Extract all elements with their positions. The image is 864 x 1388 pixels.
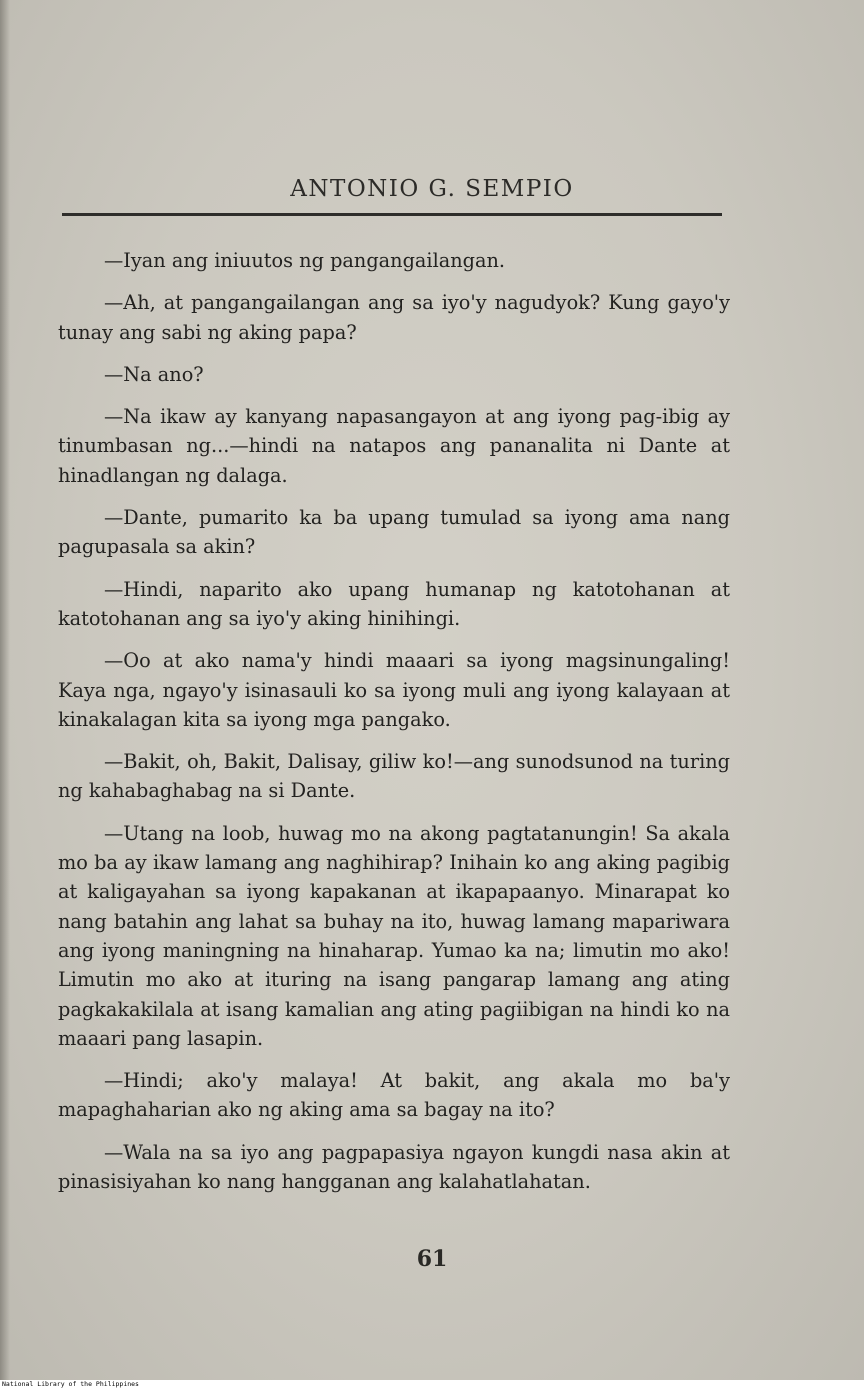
paragraph: —Dante, pumarito ka ba upang tumulad sa iyong ama nang pagupasala sa akin? <box>58 506 730 559</box>
header-rule <box>62 213 722 216</box>
body-text <box>58 246 730 1209</box>
paragraph: —Bakit, oh, Bakit, Dalisay, giliw ko!—ang sunodsunod na turing ng kahabaghabag na si Dante. <box>58 750 730 803</box>
paragraph: —Na ikaw ay kanyang napasangayon at ang iyong pag-ibig ay tinumbasan ng...—hindi na natapos ang pananalita ni Dante at hinadlangan ng dalaga. <box>58 405 730 487</box>
page-edge-shadow <box>0 0 10 1380</box>
running-head: ANTONIO G. SEMPIO <box>290 176 574 202</box>
paragraph: —Utang na loob, huwag mo na akong pagtatanungin! Sa akala mo ba ay ikaw lamang ang naghihirap? Inihain ko ang aking pagibig at kaligayahan sa iyong kapakanan at ikapapaanyo. Minarapat ko nang batahin ang lahat sa buhay na ito, huwag lamang mapariwara ang iyong maningning na hinaharap. Yumao ka na; limutin mo ako! Limutin mo ako at ituring na isang pangarap lamang ang ating pagkakakilala at isang kamalian ang ating pagiibigan na hindi ko na maaari pang lasapin. <box>58 821 730 1050</box>
paragraph: —Na ano? <box>104 362 204 386</box>
page-number: 61 <box>416 1246 448 1272</box>
paragraph: —Ah, at pangangailangan ang sa iyo'y nagudyok? Kung gayo'y tunay ang sabi ng aking papa? <box>58 291 730 344</box>
paragraph: —Wala na sa iyo ang pagpapasiya ngayon kungdi nasa akin at pinasisiyahan ko nang hangganan ang kalahatlahatan. <box>58 1140 730 1194</box>
paragraph: —Hindi; ako'y malaya! At bakit, ang akala mo ba'y mapaghaharian ako ng aking ama sa bagay na ito? <box>58 1069 730 1122</box>
paragraph: —Oo at ako nama'y hindi maaari sa iyong magsinungaling! Kaya nga, ngayo'y isinasauli ko sa iyong muli ang iyong kalayaan at kinakalagan kita sa iyong mga pangako. <box>58 649 730 731</box>
paragraph: —Iyan ang iniuutos ng pangangailangan. <box>104 249 506 272</box>
library-credit: National Library of the Philippines <box>2 1380 139 1388</box>
paragraph: —Hindi, naparito ako upang humanap ng katotohanan at katotohanan ang sa iyo'y aking hinihingi. <box>58 577 730 630</box>
